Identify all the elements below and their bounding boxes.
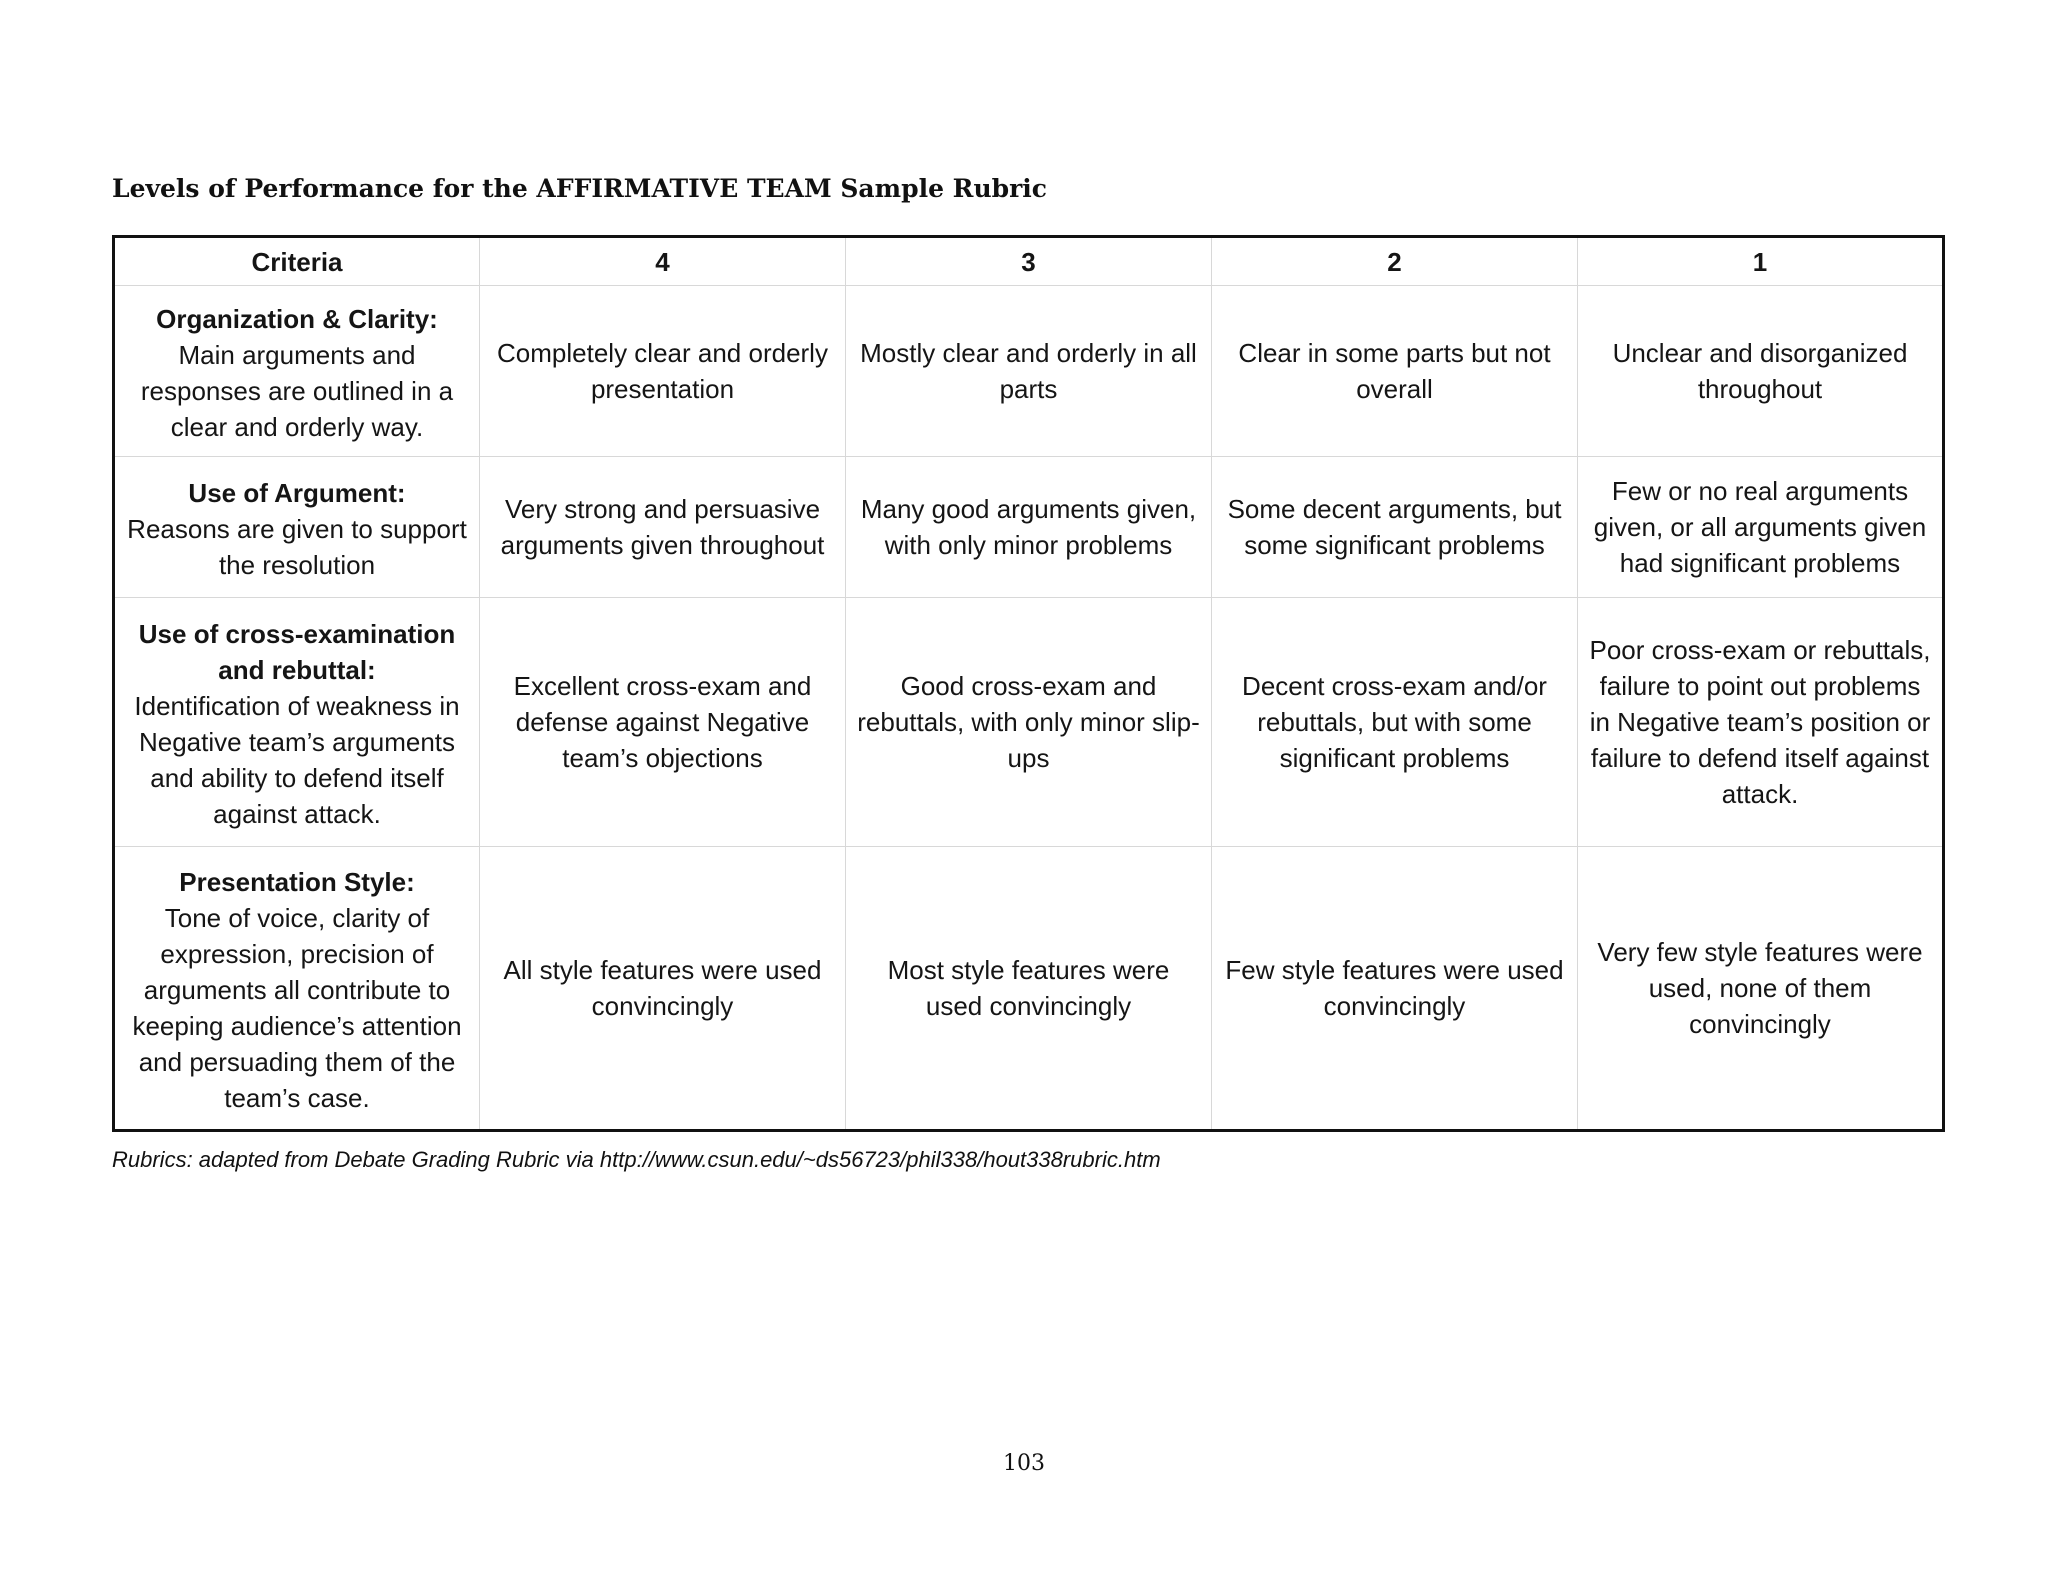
table-row	[114, 847, 1944, 1131]
level-1-cell: Poor cross-exam or rebuttals, failure to point out problems in Negative team’s position or failure to defend itself against attack.	[1578, 598, 1944, 847]
criterion-title: Use of Argument:	[188, 478, 406, 508]
criterion-title: Organization & Clarity:	[156, 304, 438, 334]
header-level-4: 4	[480, 237, 846, 286]
level-1-cell: Very few style features were used, none of them convincingly	[1578, 847, 1944, 1131]
criterion-cell	[114, 457, 480, 598]
table-row	[114, 457, 1944, 598]
criterion-title: Use of cross-examination and rebuttal:	[138, 619, 456, 685]
page-title: Levels of Performance for the AFFIRMATIVE TEAM Sample Rubric	[112, 174, 1047, 203]
level-2-cell: Some decent arguments, but some significant problems	[1212, 457, 1578, 598]
level-2-cell: Clear in some parts but not overall	[1212, 286, 1578, 457]
header-criteria: Criteria	[114, 237, 480, 286]
criterion-cell	[114, 847, 480, 1131]
criterion-description: Main arguments and responses are outlined in a clear and orderly way.	[140, 340, 454, 442]
level-4-cell: Very strong and persuasive arguments given throughout	[480, 457, 846, 598]
criterion-cell	[114, 598, 480, 847]
level-2-cell: Decent cross-exam and/or rebuttals, but with some significant problems	[1212, 598, 1578, 847]
level-3-cell: Most style features were used convincingly	[846, 847, 1212, 1131]
source-note: Rubrics: adapted from Debate Grading Rubric via http://www.csun.edu/~ds56723/phil338/hout338rubric.htm	[112, 1147, 1161, 1172]
header-level-1: 1	[1578, 237, 1944, 286]
table-header-row	[114, 237, 1944, 286]
level-1-cell: Few or no real arguments given, or all arguments given had significant problems	[1578, 457, 1944, 598]
header-level-3: 3	[846, 237, 1212, 286]
page-number: 103	[1003, 1451, 1045, 1476]
criterion-title: Presentation Style:	[179, 867, 415, 897]
table-row	[114, 598, 1944, 847]
table-row	[114, 286, 1944, 457]
level-2-cell: Few style features were used convincingly	[1212, 847, 1578, 1131]
criterion-cell	[114, 286, 480, 457]
level-4-cell: Excellent cross-exam and defense against Negative team’s objections	[480, 598, 846, 847]
criterion-description: Reasons are given to support the resolution	[127, 514, 467, 580]
level-3-cell: Good cross-exam and rebuttals, with only minor slip-ups	[846, 598, 1212, 847]
level-4-cell: All style features were used convincingly	[480, 847, 846, 1131]
criterion-description: Identification of weakness in Negative team’s arguments and ability to defend itself against attack.	[134, 691, 460, 829]
level-1-cell: Unclear and disorganized throughout	[1578, 286, 1944, 457]
level-4-cell: Completely clear and orderly presentation	[480, 286, 846, 457]
rubric-table	[112, 235, 1945, 1132]
criterion-description: Tone of voice, clarity of expression, precision of arguments all contribute to keeping audience’s attention and persuading them of the team’s case.	[132, 903, 462, 1113]
level-3-cell: Mostly clear and orderly in all parts	[846, 286, 1212, 457]
level-3-cell: Many good arguments given, with only minor problems	[846, 457, 1212, 598]
header-level-2: 2	[1212, 237, 1578, 286]
